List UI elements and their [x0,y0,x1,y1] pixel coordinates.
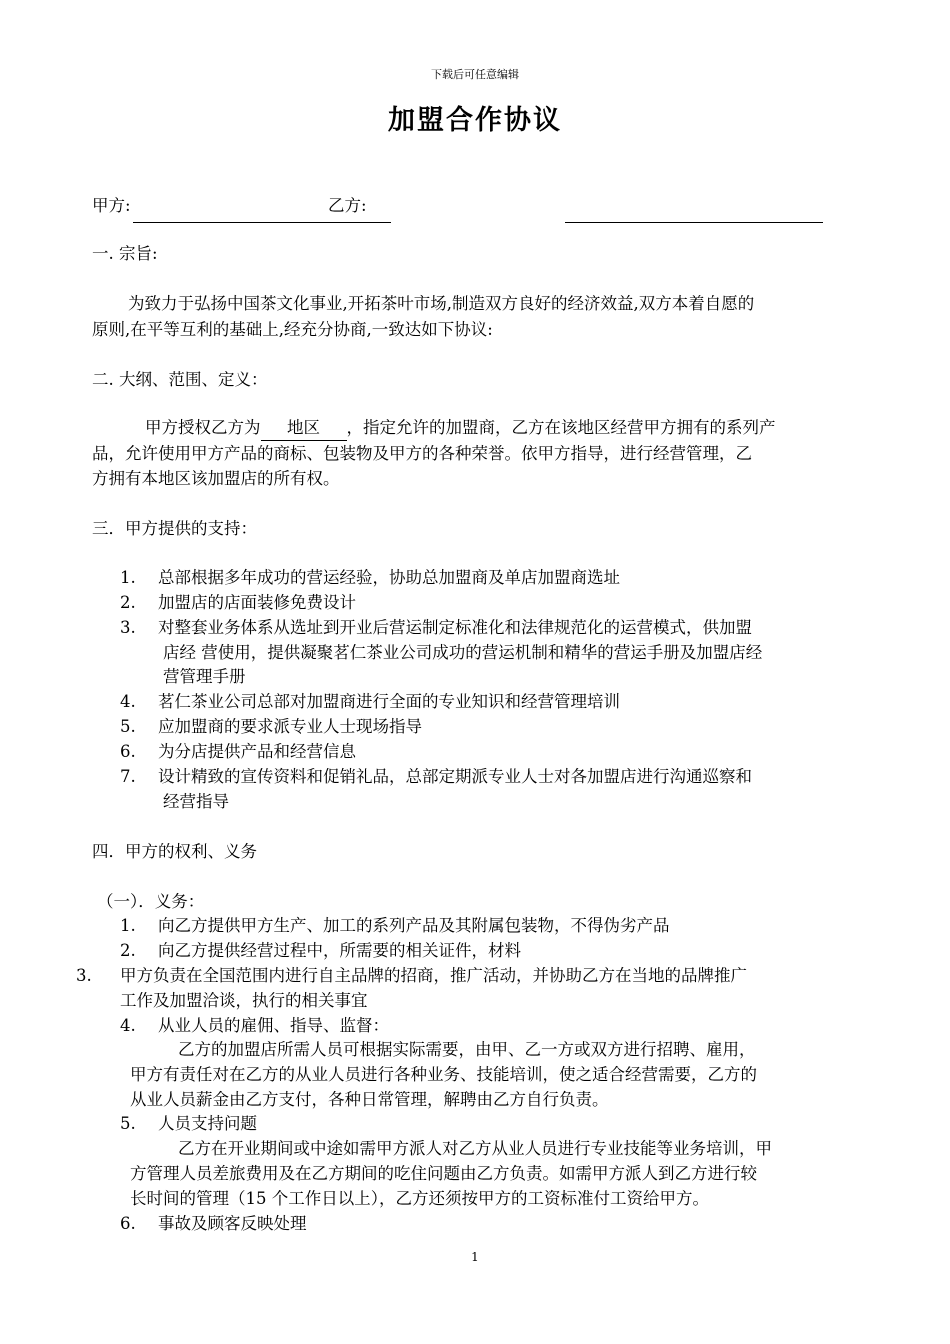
page-title: 加盟合作协议 [388,105,562,136]
list-item: 为分店提供产品和经营信息 [158,742,356,761]
list-item: 甲方负责在全国范围内进行自主品牌的招商，推广活动，并协助乙方在当地的品牌推广 [120,966,747,985]
list-number: 1. [120,916,136,935]
list-item-continuation: 店经 营使用，提供凝聚茗仁茶业公司成功的营运机制和精华的营运手册及加盟店经 [163,643,763,662]
list-number: 1. [120,568,136,587]
list-number: 4. [120,692,136,711]
list-item-continuation: 工作及加盟洽谈，执行的相关事宜 [120,991,368,1010]
list-item: 总部根据多年成功的营运经验，协助总加盟商及单店加盟商选址 [158,568,620,587]
list-number: 5. [120,1114,136,1133]
list-item-continuation: 营管理手册 [163,667,246,686]
section-4-subheading: （一）．义务： [97,892,205,911]
list-number: 2. [120,941,136,960]
party-a-label: 甲方: [92,196,131,215]
list-item-continuation: 经营指导 [163,792,229,811]
section-1-paragraph-line: 原则,在平等互利的基础上,经充分协商,一致达如下协议: [92,320,493,339]
section-2-paragraph-line [145,416,776,441]
section-4-heading: 四．甲方的权利、义务 [92,842,257,861]
list-item: 人员支持问题 [158,1114,257,1133]
paragraph-line: 乙方的加盟店所需人员可根据实际需要，由甲、乙一方或双方进行招聘、雇用， [178,1040,756,1059]
paragraph-line: 从业人员薪金由乙方支付，各种日常管理，解聘由乙方自行负责。 [130,1090,609,1109]
list-number: 6. [120,1214,136,1233]
list-item: 对整套业务体系从选址到开业后营运制定标准化和法律规范化的运营模式，供加盟 [158,618,752,637]
section-2-heading: 二. 大纲、范围、定义： [92,370,268,389]
paragraph-line: 乙方在开业期间或中途如需甲方派人对乙方从业人员进行专业技能等业务培训，甲 [178,1139,772,1158]
party-a-blank-line[interactable] [133,222,391,223]
list-number: 7. [120,767,136,786]
page-number: 1 [471,1250,479,1264]
list-number: 3. [120,618,136,637]
party-b-label: 乙方: [328,196,367,215]
list-number: 4. [120,1016,136,1035]
paragraph-line: 甲方有责任对在乙方的从业人员进行各种业务、技能培训，使之适合经营需要，乙方的 [130,1065,757,1084]
list-number: 5. [120,717,136,736]
list-item: 从业人员的雇佣、指导、监督： [158,1016,389,1035]
header-note: 下载后可任意编辑 [431,68,519,81]
party-b-blank-line[interactable] [565,222,823,223]
paragraph-line: 长时间的管理（15 个工作日以上），乙方还须按甲方的工资标准付工资给甲方。 [130,1189,709,1208]
list-number: 6. [120,742,136,761]
list-number: 3. [76,966,92,985]
list-item: 茗仁茶业公司总部对加盟商进行全面的专业知识和经营管理培训 [158,692,620,711]
section-1-paragraph-line: 为致力于弘扬中国茶文化事业,开拓茶叶市场,制造双方良好的经济效益,双方本着自愿的 [128,294,755,313]
paragraph-line: 方管理人员差旅费用及在乙方期间的吃住问题由乙方负责。如需甲方派人到乙方进行较 [130,1164,757,1183]
section-2-paragraph-line: 方拥有本地区该加盟店的所有权。 [92,469,340,488]
region-blank[interactable]: 地区 [261,416,347,441]
section-2-paragraph-line: 品，允许使用甲方产品的商标、包装物及甲方的各种荣誉。依甲方指导，进行经营管理，乙 [92,444,752,463]
section-2-text-b: ，指定允许的加盟商，乙方在该地区经营甲方拥有的系列产 [346,418,776,437]
section-2-text-a: 甲方授权乙方为 [145,418,261,437]
list-item: 向乙方提供甲方生产、加工的系列产品及其附属包装物，不得伪劣产品 [158,916,670,935]
list-item: 应加盟商的要求派专业人士现场指导 [158,717,422,736]
list-item: 向乙方提供经营过程中，所需要的相关证件，材料 [158,941,521,960]
section-3-heading: 三．甲方提供的支持： [92,519,257,538]
list-item: 事故及顾客反映处理 [158,1214,307,1233]
list-item: 设计精致的宣传资料和促销礼品，总部定期派专业人士对各加盟店进行沟通巡察和 [158,767,752,786]
list-item: 加盟店的店面装修免费设计 [158,593,356,612]
list-number: 2. [120,593,136,612]
section-1-heading: 一. 宗旨: [92,244,158,263]
